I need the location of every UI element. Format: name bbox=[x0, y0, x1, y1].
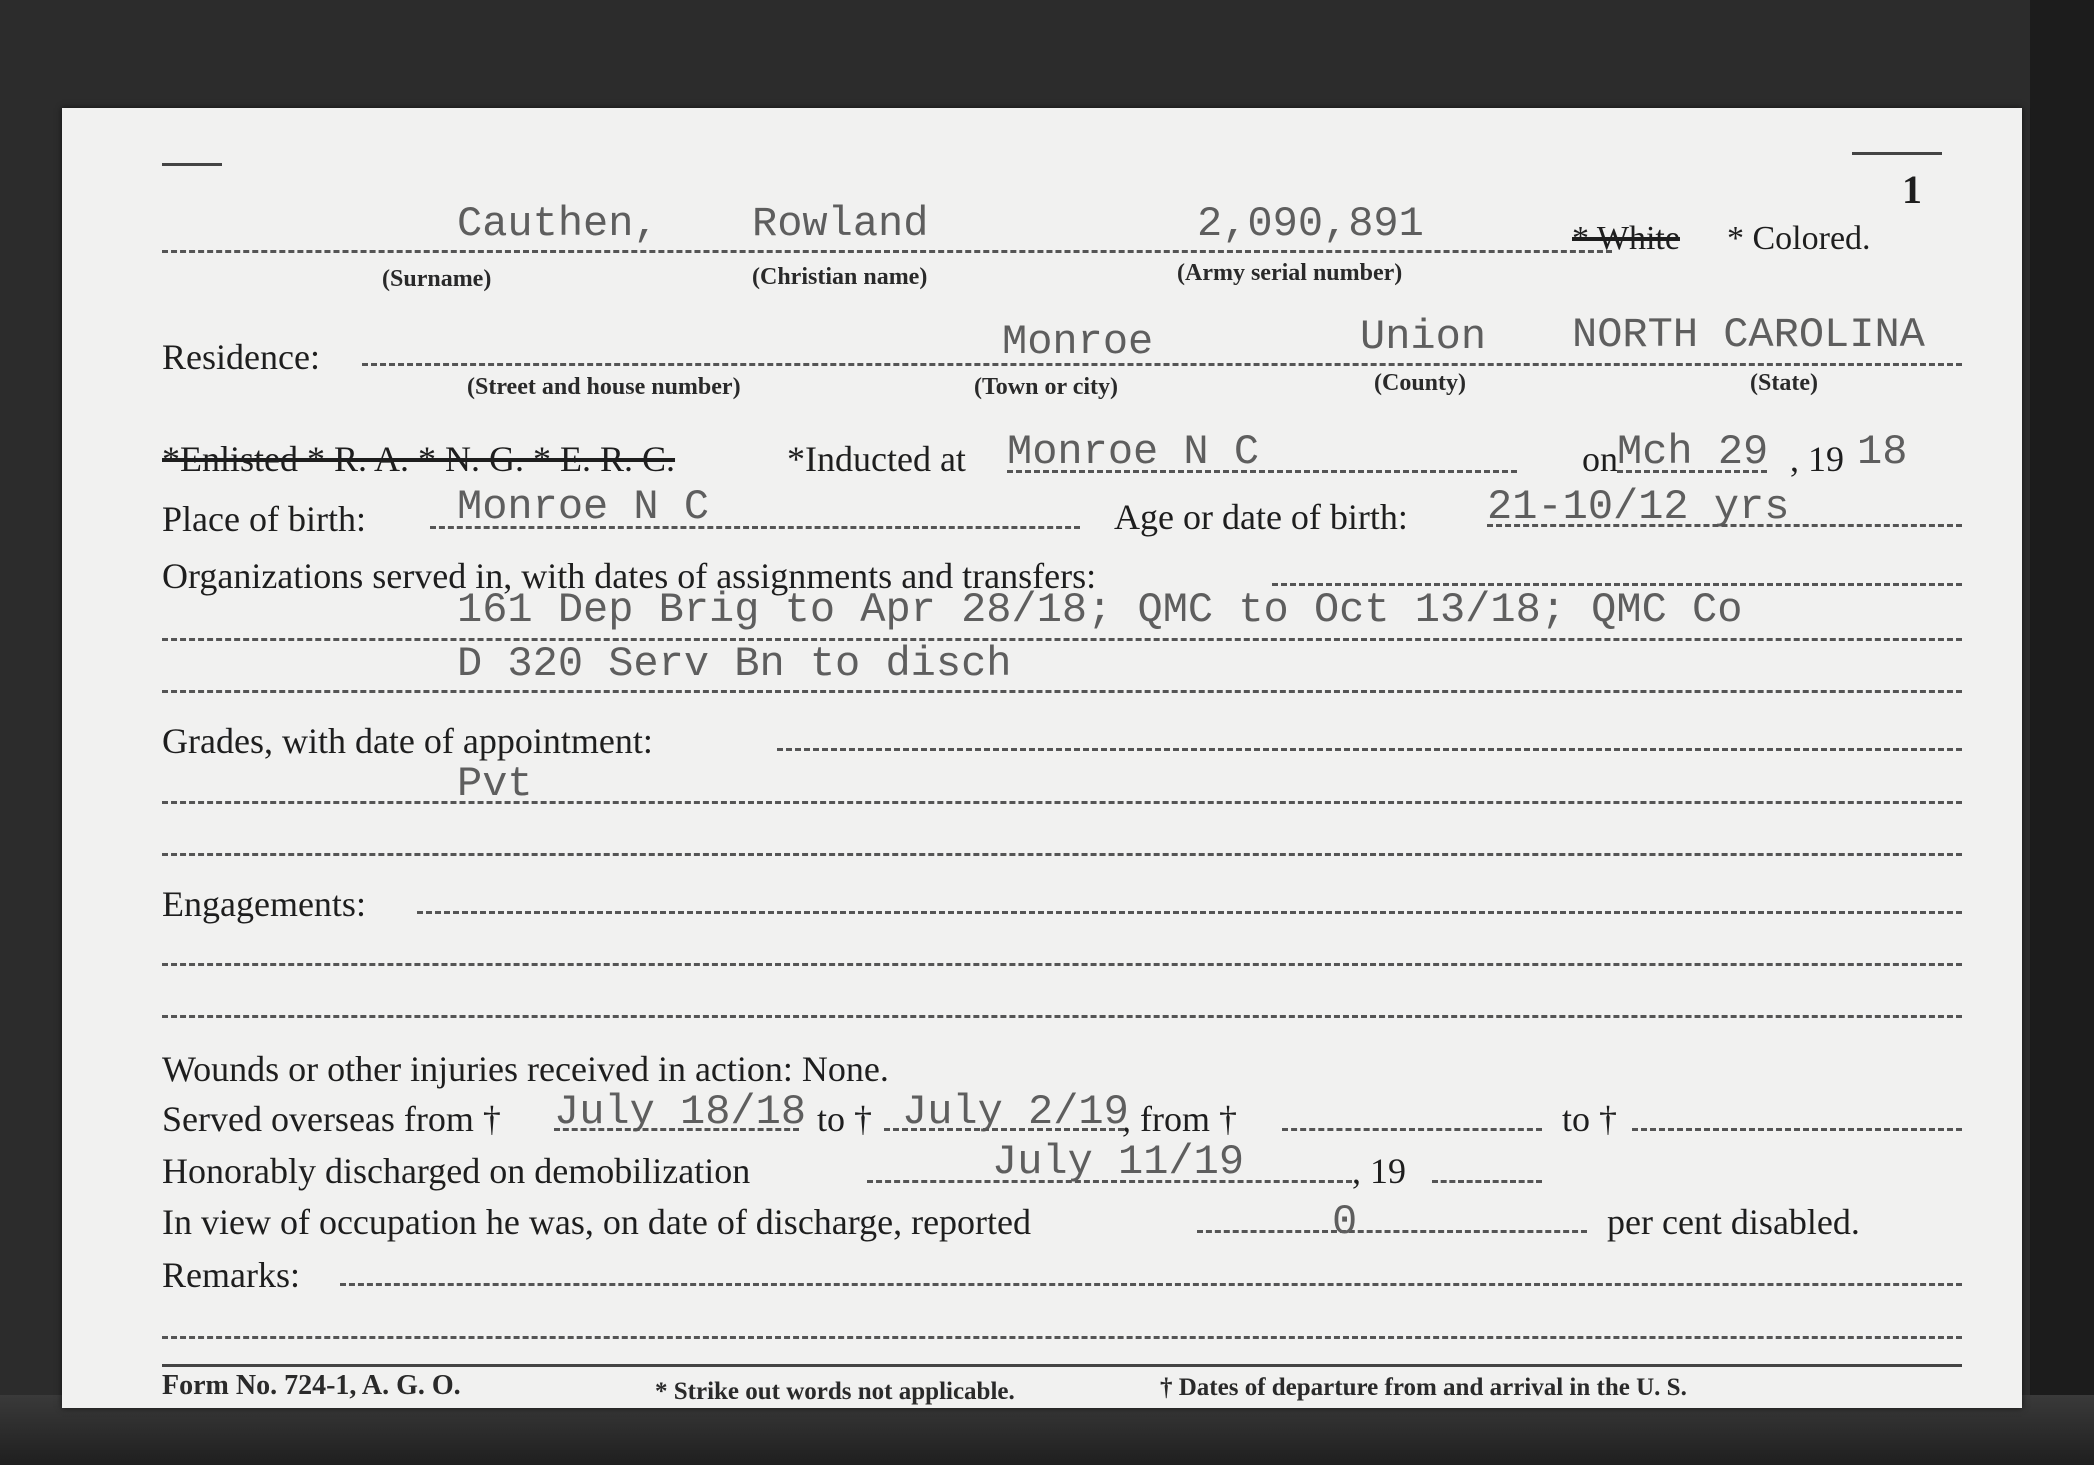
grades-line-2 bbox=[162, 853, 1962, 856]
inducted-on-label: on bbox=[1582, 439, 1618, 479]
grades-value: Pvt bbox=[457, 760, 533, 808]
residence-town: Monroe bbox=[1002, 318, 1154, 366]
race-white-struck: * White bbox=[1572, 220, 1680, 257]
organizations-line1: 161 Dep Brig to Apr 28/18; QMC to Oct 13/18; QMC Co bbox=[457, 586, 1743, 634]
place-of-birth-value: Monroe N C bbox=[457, 483, 710, 531]
residence-state: NORTH CAROLINA bbox=[1572, 311, 1925, 359]
engagements-line-1 bbox=[162, 963, 1962, 966]
discharge-date: July 11/19 bbox=[992, 1138, 1245, 1186]
wounds-label: Wounds or other injuries received in action: None. bbox=[162, 1049, 889, 1089]
caption-street: (Street and house number) bbox=[467, 374, 741, 400]
organizations-line-1 bbox=[162, 638, 1962, 641]
surname-value: Cauthen, bbox=[457, 200, 659, 248]
residence-line bbox=[362, 363, 1962, 366]
remarks-line-1 bbox=[340, 1283, 1962, 1286]
grades-label-line bbox=[777, 748, 1962, 751]
caption-county: (County) bbox=[1374, 370, 1467, 396]
disability-suffix: per cent disabled. bbox=[1607, 1202, 1860, 1242]
race-colored: * Colored. bbox=[1727, 220, 1871, 257]
residence-county: Union bbox=[1360, 313, 1487, 361]
caption-serial-number: (Army serial number) bbox=[1177, 260, 1403, 286]
overseas-to: July 2/19 bbox=[902, 1088, 1129, 1136]
overseas-to2-line bbox=[1632, 1128, 1962, 1131]
inducted-year-prefix: , 19 bbox=[1790, 439, 1844, 479]
caption-state: (State) bbox=[1750, 370, 1818, 396]
footnote-strike-out: * Strike out words not applicable. bbox=[655, 1378, 1015, 1405]
discharge-year-line bbox=[1432, 1180, 1542, 1183]
overseas-to-label: to † bbox=[817, 1099, 873, 1139]
overseas-label: Served overseas from † bbox=[162, 1099, 501, 1139]
inducted-year: 18 bbox=[1857, 428, 1908, 476]
caption-surname: (Surname) bbox=[382, 266, 492, 292]
overseas-to2-label: to † bbox=[1562, 1099, 1618, 1139]
top-right-rule bbox=[1852, 152, 1942, 155]
overseas-from2-line bbox=[1282, 1128, 1542, 1131]
form-number: Form No. 724-1, A. G. O. bbox=[162, 1370, 461, 1401]
remarks-line-2 bbox=[162, 1336, 1962, 1339]
overseas-from: July 18/18 bbox=[554, 1088, 807, 1136]
organizations-label: Organizations served in, with dates of assignments and transfers: bbox=[162, 556, 1097, 596]
christian-name-value: Rowland bbox=[752, 200, 929, 248]
right-background bbox=[2030, 0, 2094, 1465]
age-label: Age or date of birth: bbox=[1114, 497, 1408, 537]
caption-christian-name: (Christian name) bbox=[752, 264, 928, 290]
organizations-line2: D 320 Serv Bn to disch bbox=[457, 640, 1012, 688]
inducted-line bbox=[1007, 470, 1517, 473]
overseas-to-line bbox=[884, 1128, 1124, 1131]
footnote-dates: † Dates of departure from and arrival in the U. S. bbox=[1160, 1374, 1687, 1401]
footer-rule bbox=[162, 1364, 1962, 1367]
enlisted-struck: *Enlisted * R. A. * N. G. * E. R. C. bbox=[162, 439, 676, 479]
place-of-birth-label: Place of birth: bbox=[162, 499, 366, 539]
inducted-date: Mch 29 bbox=[1617, 428, 1769, 476]
age-value: 21-10/12 yrs bbox=[1487, 483, 1790, 531]
remarks-label: Remarks: bbox=[162, 1255, 300, 1295]
overseas-from-line bbox=[554, 1128, 799, 1131]
card-number: 1 bbox=[1902, 167, 1922, 212]
serial-number-value: 2,090,891 bbox=[1197, 200, 1424, 248]
engagements-label-line bbox=[417, 911, 1962, 914]
engagements-line-2 bbox=[162, 1015, 1962, 1018]
engagements-label: Engagements: bbox=[162, 884, 366, 924]
disability-label: In view of occupation he was, on date of discharge, reported bbox=[162, 1202, 1032, 1242]
inducted-place: Monroe N C bbox=[1007, 428, 1260, 476]
discharge-year-label: , 19 bbox=[1352, 1151, 1406, 1191]
service-record-card bbox=[62, 108, 2022, 1408]
overseas-from2-label: , from † bbox=[1122, 1099, 1237, 1139]
disability-line bbox=[1197, 1230, 1587, 1233]
discharge-label: Honorably discharged on demobilization bbox=[162, 1151, 751, 1191]
residence-label: Residence: bbox=[162, 337, 320, 377]
disability-value: 0 bbox=[1332, 1198, 1358, 1246]
organizations-line-2 bbox=[162, 690, 1962, 693]
place-of-birth-line bbox=[430, 526, 1080, 529]
inducted-date-line bbox=[1617, 470, 1767, 473]
inducted-label: *Inducted at bbox=[787, 439, 966, 479]
age-line bbox=[1487, 524, 1962, 527]
top-left-rule bbox=[162, 163, 222, 166]
grades-label: Grades, with date of appointment: bbox=[162, 721, 653, 761]
grades-line-1 bbox=[162, 801, 1962, 804]
name-row-line bbox=[162, 250, 1612, 253]
caption-town: (Town or city) bbox=[974, 374, 1118, 400]
